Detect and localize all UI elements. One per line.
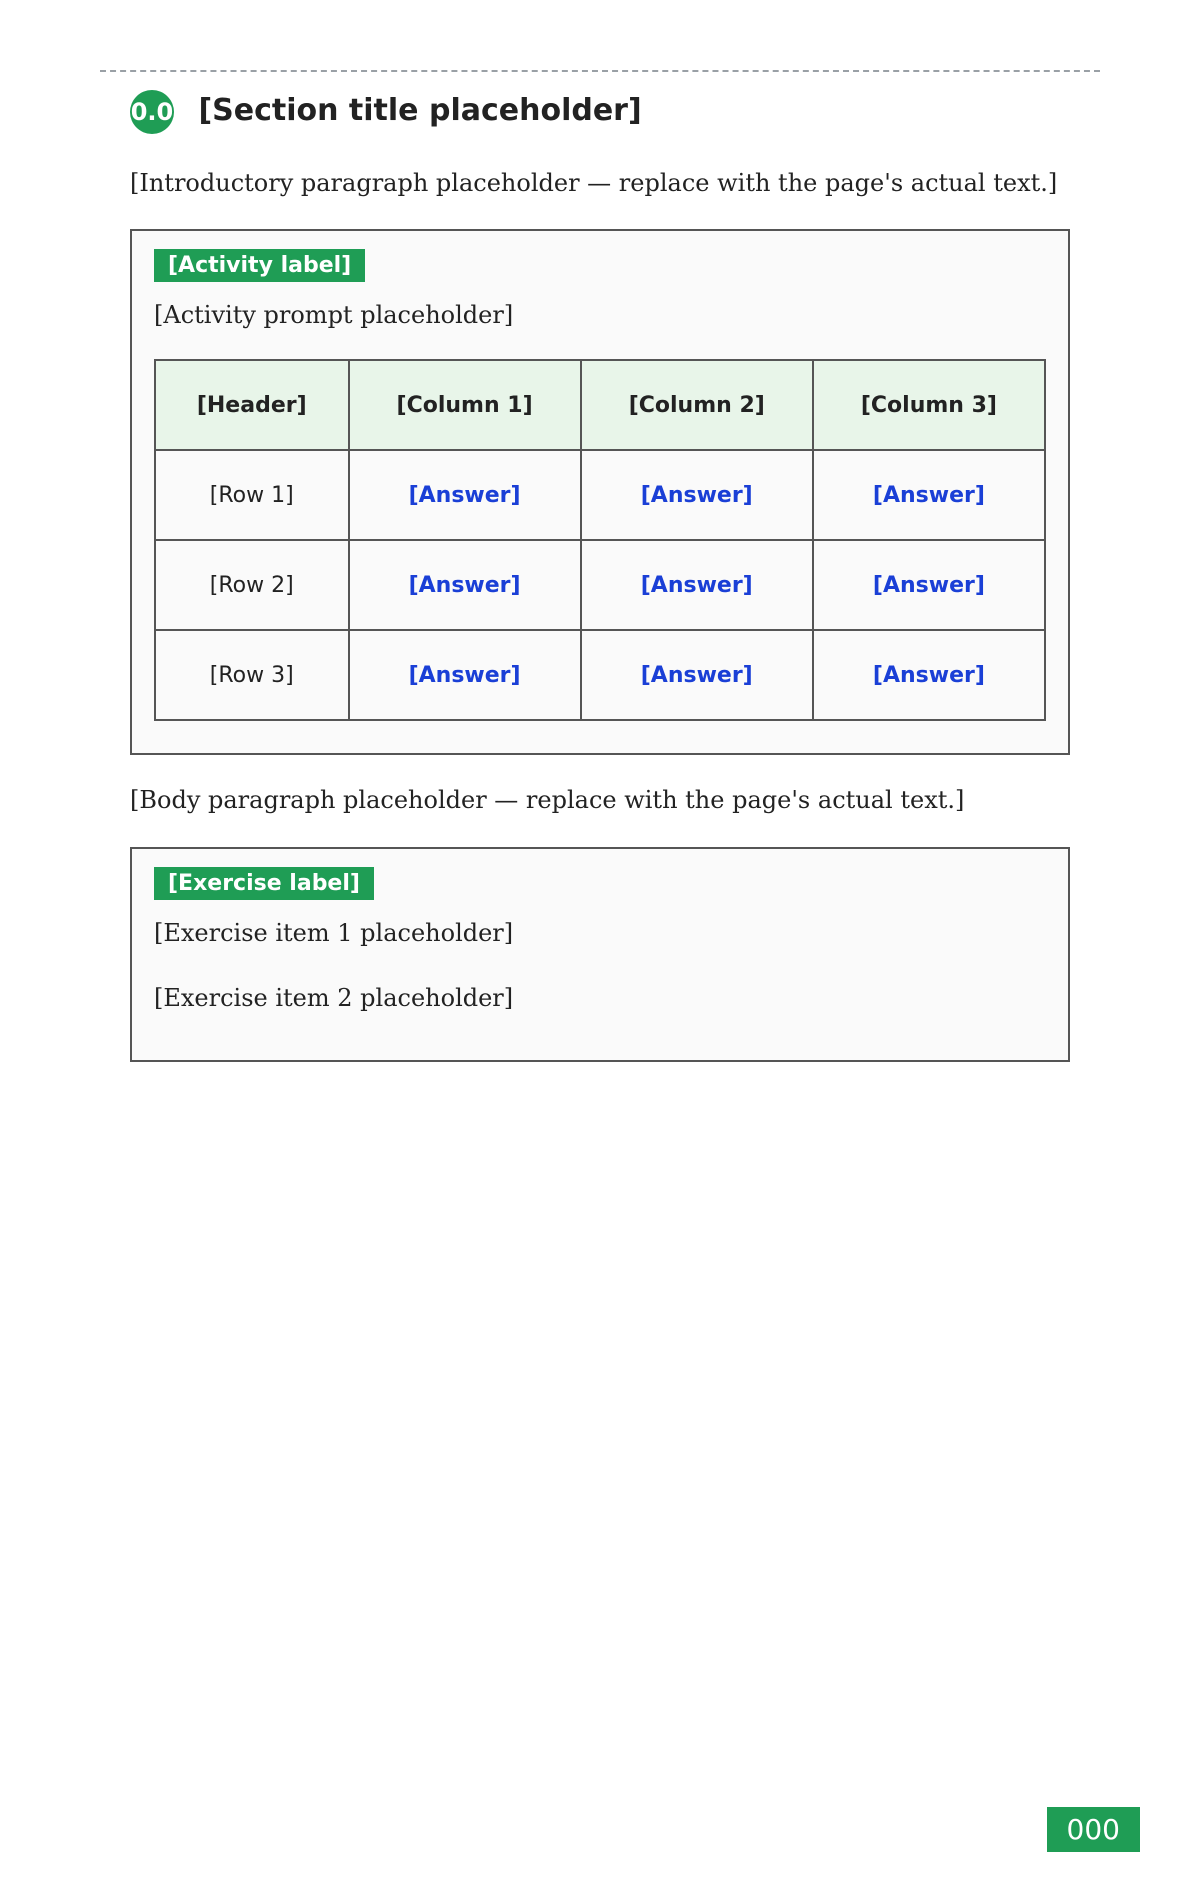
activity-prompt: [Activity prompt placeholder] (154, 301, 514, 330)
body-paragraph: [Body paragraph placeholder — replace with the page's actual text.] (130, 786, 965, 815)
row-label: [Row 1] (155, 450, 349, 540)
exercise-item: [Exercise item 2 placeholder] (154, 983, 514, 1012)
exercise-label: [Exercise label] (154, 867, 374, 900)
exercise-item: [Exercise item 1 placeholder] (154, 918, 514, 947)
answer-cell: [Answer] (813, 450, 1045, 540)
answer-cell: [Answer] (581, 450, 813, 540)
table-header-cell: [Header] (155, 360, 349, 450)
row-label: [Row 2] (155, 540, 349, 630)
activity-label: [Activity label] (154, 249, 365, 282)
section-heading (130, 90, 1070, 134)
table-row (155, 630, 1045, 720)
answer-cell: [Answer] (581, 630, 813, 720)
answer-cell: [Answer] (349, 540, 581, 630)
table-header-cell: [Column 1] (349, 360, 581, 450)
row-label: [Row 3] (155, 630, 349, 720)
table-header-row (155, 360, 1045, 450)
table-row (155, 450, 1045, 540)
answer-cell: [Answer] (349, 450, 581, 540)
answer-cell: [Answer] (813, 630, 1045, 720)
observation-table (154, 359, 1046, 721)
section-number: 0.0 (130, 90, 174, 134)
intro-paragraph: [Introductory paragraph placeholder — replace with the page's actual text.] (130, 169, 1058, 197)
table-row (155, 540, 1045, 630)
activity-box (130, 229, 1070, 755)
answer-cell: [Answer] (813, 540, 1045, 630)
page-number: 000 (1047, 1807, 1140, 1852)
section-title: [Section title placeholder] (198, 93, 642, 128)
answer-cell: [Answer] (349, 630, 581, 720)
table-header-cell: [Column 3] (813, 360, 1045, 450)
exercise-box (130, 847, 1070, 1062)
header-rule (100, 70, 1100, 72)
answer-cell: [Answer] (581, 540, 813, 630)
table-header-cell: [Column 2] (581, 360, 813, 450)
